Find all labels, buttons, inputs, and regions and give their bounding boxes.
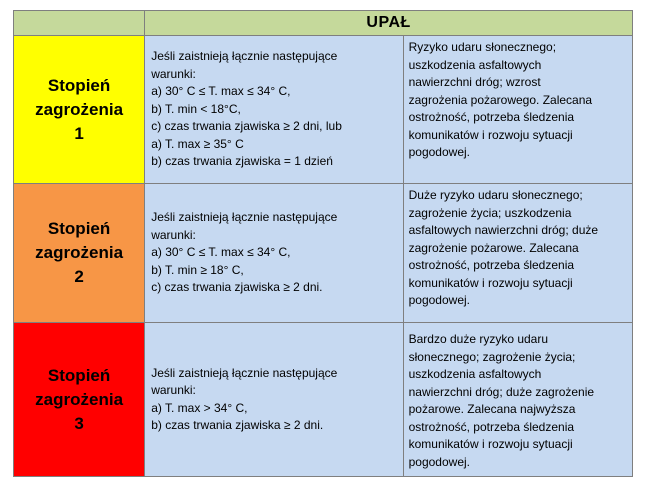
level-label-line1: Stopień (47, 219, 111, 238)
effect-line: uszkodzenia asfaltowych (408, 57, 542, 72)
conditions-cell-2 (145, 184, 403, 323)
effect-line: zagrożenia pożarowego. Zalecana (408, 92, 593, 107)
effect-line: pogodowej. (408, 293, 470, 307)
effects-cell-1 (403, 36, 632, 184)
header-empty-cell (14, 11, 145, 36)
condition-line: c) czas trwania zjawiska ≥ 2 dni, lub (151, 119, 342, 134)
table-row-level-2 (14, 184, 633, 323)
conditions-cell-3 (145, 323, 403, 477)
condition-line: b) czas trwania zjawiska ≥ 2 dni. (151, 418, 324, 432)
condition-line: a) 30° C ≤ T. max ≤ 34° C, (151, 245, 291, 260)
condition-line: Jeśli zaistnieją łącznie następujące (151, 49, 338, 64)
table-title: UPAŁ (145, 11, 633, 36)
condition-line: Jeśli zaistnieją łącznie następujące (151, 210, 338, 225)
heat-warning-table (13, 10, 633, 477)
level-cell-1 (14, 36, 145, 184)
table-header-row (14, 11, 633, 36)
effect-line: pożarowe. Zalecana najwyższa (408, 402, 576, 416)
effect-line: słonecznego; zagrożenie życia; (408, 349, 576, 364)
condition-line: a) 30° C ≤ T. max ≤ 34° C, (151, 84, 291, 99)
heat-warning-table-container (13, 10, 633, 477)
effect-line: Bardzo duże ryzyko udaru (408, 332, 549, 346)
level-cell-2 (14, 184, 145, 323)
table-row-level-3 (14, 323, 633, 477)
effect-line: ostrożność, potrzeba śledzenia (408, 419, 575, 434)
effect-line: zagrożenie życia; uszkodzenia (408, 205, 572, 220)
conditions-cell-1 (145, 36, 403, 184)
level-label-line2: zagrożenia (35, 243, 124, 262)
effect-line: Ryzyko udaru słonecznego; (408, 40, 557, 54)
effect-line: zagrożenie pożarowe. Zalecana (408, 240, 579, 255)
effect-line: ostrożność, potrzeba śledzenia (408, 110, 575, 124)
condition-line: warunki: (151, 383, 196, 397)
level-label-line1: Stopień (47, 365, 111, 385)
condition-line: b) czas trwania zjawiska = 1 dzień (151, 154, 333, 169)
condition-line: warunki: (151, 66, 196, 81)
level-number: 3 (74, 413, 84, 433)
effect-line: pogodowej. (408, 145, 470, 159)
level-label-line2: zagrożenia (35, 99, 124, 119)
effect-line: uszkodzenia asfaltowych (408, 367, 542, 381)
effect-line: nawierzchni dróg; wzrost (408, 75, 541, 89)
level-label-line1: Stopień (47, 75, 111, 95)
condition-line: a) T. max ≥ 35° C (151, 136, 244, 151)
effects-cell-2 (403, 184, 632, 323)
effect-line: komunikatów i rozwoju sytuacji (408, 275, 573, 290)
effects-cell-3 (403, 323, 632, 477)
level-cell-3 (14, 323, 145, 477)
condition-line: b) T. min < 18°C, (151, 101, 241, 116)
condition-line: a) T. max > 34° C, (151, 400, 248, 415)
effect-line: komunikatów i rozwoju sytuacji (408, 127, 573, 142)
condition-line: warunki: (151, 227, 196, 242)
level-number: 1 (74, 123, 84, 143)
level-number: 2 (74, 267, 84, 286)
effect-line: Duże ryzyko udaru słonecznego; (408, 188, 583, 202)
effect-line: komunikatów i rozwoju sytuacji (408, 437, 573, 451)
condition-line: c) czas trwania zjawiska ≥ 2 dni. (151, 280, 323, 295)
effect-line: ostrożność, potrzeba śledzenia (408, 258, 575, 272)
effect-line: pogodowej. (408, 454, 470, 469)
condition-line: b) T. min ≥ 18° C, (151, 262, 244, 277)
level-label-line2: zagrożenia (35, 389, 124, 409)
effect-line: asfaltowych nawierzchni dróg; duże (408, 223, 599, 237)
condition-line: Jeśli zaistnieją łącznie następujące (151, 365, 338, 380)
effect-line: nawierzchni dróg; duże zagrożenie (408, 384, 595, 399)
table-row-level-1 (14, 36, 633, 184)
